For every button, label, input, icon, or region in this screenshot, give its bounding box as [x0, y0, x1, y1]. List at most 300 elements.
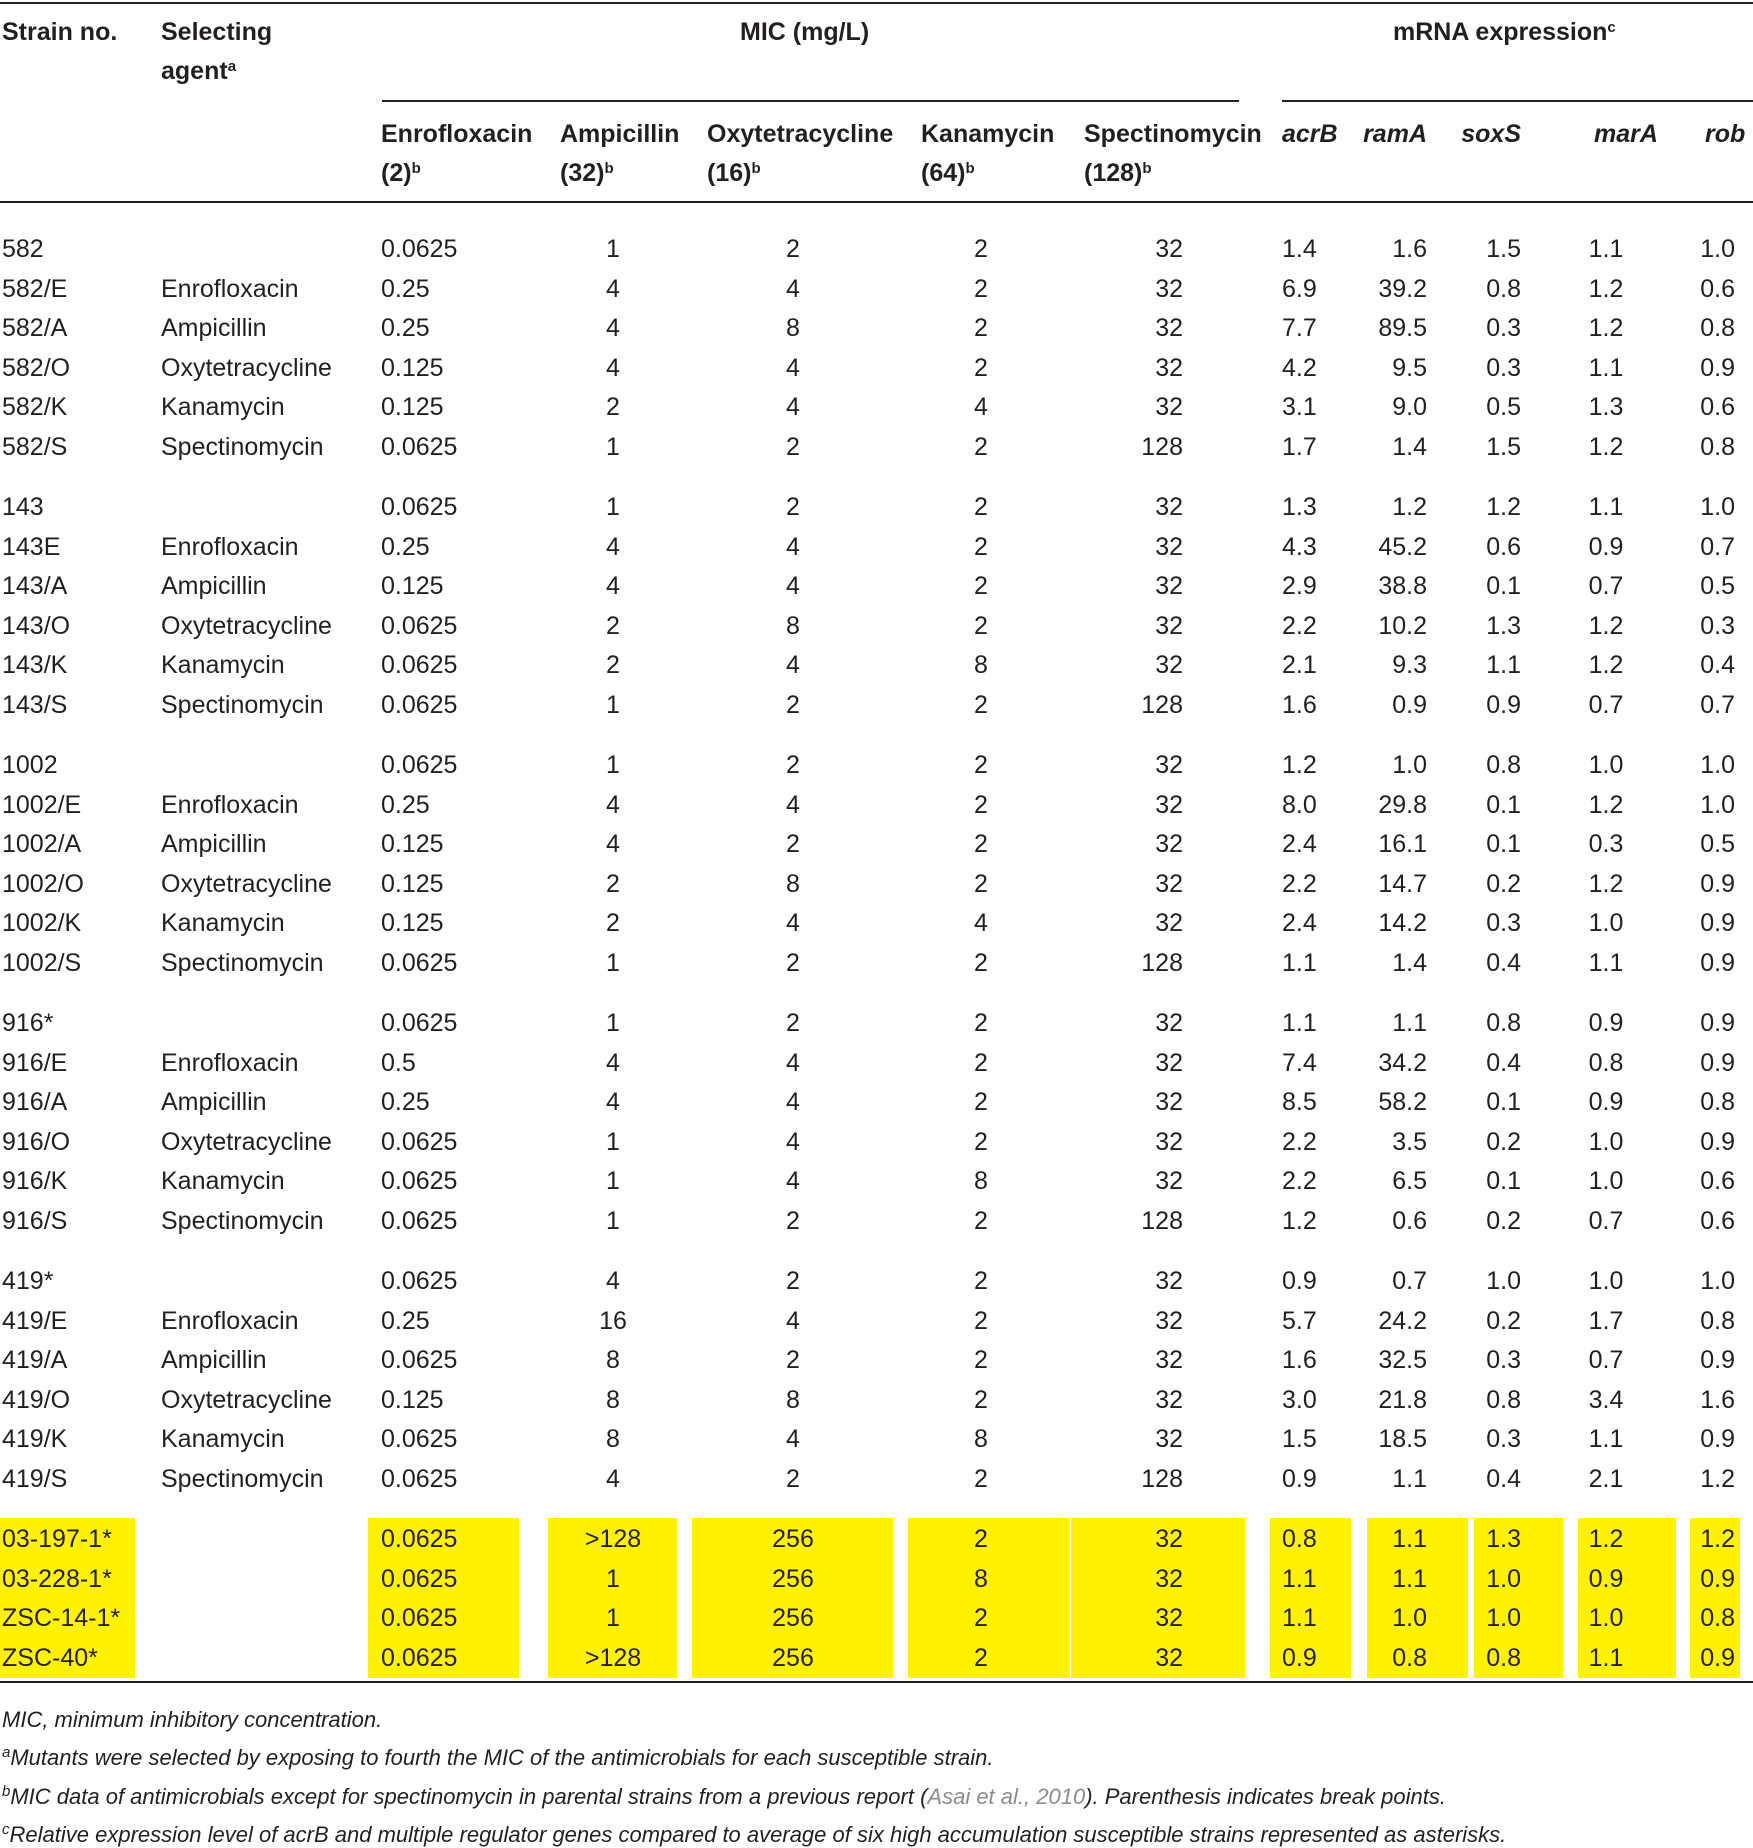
- table-cell: 8: [606, 1385, 620, 1414]
- table-cell: 1.2: [1588, 314, 1624, 343]
- table-cell: 2: [974, 1009, 988, 1037]
- table-cell: 0.0625: [381, 1167, 458, 1196]
- table-cell: 32: [1155, 1127, 1183, 1156]
- table-cell: 0.25: [381, 274, 430, 303]
- table-cell: 1.1: [1588, 493, 1624, 521]
- table-cell: 1002/E: [2, 790, 82, 819]
- table-cell: 0.1: [1486, 830, 1521, 859]
- table-cell: 1: [606, 1604, 620, 1633]
- table-cell: 916/A: [2, 1088, 68, 1117]
- header-mic-breakpoint: (32): [560, 159, 605, 187]
- table-cell: ZSC-14-1*: [2, 1604, 121, 1633]
- table-cell: 2: [974, 235, 988, 263]
- table-cell: 32: [1155, 1564, 1183, 1593]
- table-cell: 1.1: [1392, 1465, 1427, 1493]
- table-cell: 4: [786, 1048, 800, 1077]
- table-cell: 1: [606, 433, 620, 461]
- table-cell: 0.8: [1486, 274, 1521, 303]
- table-cell: 0.4: [1486, 1048, 1521, 1077]
- table-cell: 4: [786, 1088, 800, 1117]
- table-cell: 7.4: [1282, 1048, 1317, 1077]
- table-cell: 0.0625: [381, 1346, 458, 1375]
- table-cell: 4.2: [1282, 353, 1317, 382]
- table-cell: 0.0625: [381, 1604, 458, 1633]
- table-cell: Ampicillin: [161, 572, 267, 601]
- table-cell: 0.2: [1486, 1207, 1521, 1235]
- footnote-b-citation-link[interactable]: Asai et al., 2010: [927, 1784, 1086, 1809]
- table-cell: 0.0625: [381, 1425, 458, 1454]
- table-cell: 2: [786, 949, 800, 977]
- table-cell: Oxytetracycline: [161, 353, 332, 382]
- table-cell: 2: [974, 314, 988, 343]
- table-cell: 1: [606, 1009, 620, 1037]
- table-cell: Oxytetracycline: [161, 1385, 332, 1414]
- footnote-mark-b: b: [751, 159, 761, 177]
- table-cell: ZSC-40*: [2, 1643, 98, 1672]
- table-cell: 2: [606, 611, 620, 640]
- table-cell: 1.2: [1392, 493, 1427, 521]
- table-cell: 0.9: [1700, 1127, 1735, 1156]
- table-cell: 1.2: [1588, 274, 1624, 303]
- footnote-abbrev: MIC, minimum inhibitory concentration.: [2, 1707, 383, 1732]
- table-cell: 32: [1155, 1048, 1183, 1077]
- table-cell: 256: [772, 1564, 814, 1593]
- table-cell: 0.125: [381, 830, 444, 859]
- table-cell: 128: [1141, 949, 1183, 977]
- table-cell: 32: [1155, 314, 1183, 343]
- table-cell: Oxytetracycline: [161, 869, 332, 898]
- table-cell: 1.0: [1588, 751, 1624, 779]
- table-cell: 0.3: [1486, 1425, 1521, 1454]
- table-cell: 0.125: [381, 869, 444, 898]
- header-mrna-rob: [1705, 115, 1745, 154]
- table-cell: 4: [606, 1048, 620, 1077]
- table-cell: 0.4: [1700, 651, 1735, 680]
- table-cell: 1: [606, 1207, 620, 1235]
- table-cell: 32: [1155, 1009, 1183, 1037]
- table-cell: 128: [1141, 433, 1183, 461]
- table-cell: 2: [974, 1306, 988, 1335]
- table-cell: 1.0: [1588, 909, 1624, 938]
- table-cell: 8: [786, 611, 800, 640]
- table-cell: 0.8: [1700, 433, 1735, 461]
- table-cell: 2.1: [1588, 1465, 1624, 1493]
- table-cell: 32: [1155, 909, 1183, 938]
- table-cell: 0.9: [1700, 1564, 1735, 1593]
- table-cell: 0.6: [1700, 393, 1735, 422]
- table-cell: 14.2: [1378, 909, 1427, 938]
- footnote-c-text: Relative expression level of acrB and multiple regulator genes compared to average of six high accumulation susceptible strains represented as asterisks.: [9, 1822, 1507, 1847]
- table-cell: 0.9: [1700, 1009, 1735, 1037]
- table-cell: 0.3: [1486, 1346, 1521, 1375]
- footnote-mark-b: b: [1142, 159, 1152, 177]
- table-cell: 29.8: [1378, 790, 1427, 819]
- header-mic-oxytetracycline: [707, 115, 893, 193]
- table-cell: 1: [606, 949, 620, 977]
- table-cell: 0.1: [1486, 572, 1521, 601]
- table-cell: 4: [606, 1267, 620, 1295]
- table-cell: 0.0625: [381, 1267, 458, 1295]
- table-cell: 1002: [2, 751, 58, 779]
- table-cell: 0.2: [1486, 1306, 1521, 1335]
- table-cell: 14.7: [1378, 869, 1427, 898]
- mrna-group-rule: [1282, 100, 1753, 102]
- table-cell: 1.1: [1282, 1564, 1317, 1593]
- table-cell: 2: [786, 830, 800, 859]
- header-mrna-rama: [1363, 115, 1427, 154]
- table-cell: 0.0625: [381, 1009, 458, 1037]
- table-cell: 9.5: [1392, 353, 1427, 382]
- table-cell: 0.8: [1700, 1306, 1735, 1335]
- header-mic-breakpoint: (128): [1084, 159, 1143, 187]
- table-cell: 2: [974, 433, 988, 461]
- table-cell: 0.1: [1486, 1167, 1521, 1196]
- table-cell: 128: [1141, 1465, 1183, 1493]
- table-cell: 256: [772, 1643, 814, 1672]
- table-cell: 0.0625: [381, 611, 458, 640]
- table-cell: 1.1: [1392, 1009, 1427, 1037]
- table-cell: 1.6: [1392, 235, 1427, 263]
- table-cell: Ampicillin: [161, 830, 267, 859]
- table-cell: 1.3: [1588, 393, 1624, 422]
- table-cell: 0.25: [381, 1306, 430, 1335]
- table-cell: 4: [786, 393, 800, 422]
- header-strain-no: Strain no.: [2, 18, 118, 46]
- table-cell: 0.6: [1392, 1207, 1427, 1235]
- table-cell: 39.2: [1378, 274, 1427, 303]
- table-cell: 0.25: [381, 790, 430, 819]
- header-selecting-agent-line2: agent: [161, 57, 228, 85]
- header-selecting-agent-line1: Selecting: [161, 18, 273, 46]
- table-cell: 2: [974, 611, 988, 640]
- header-mic-breakpoint: (16): [707, 159, 752, 187]
- mic-group-rule: [382, 100, 1239, 102]
- table-cell: 582/O: [2, 353, 71, 382]
- table-cell: 2: [974, 1525, 988, 1553]
- table-cell: 1: [606, 751, 620, 779]
- table-cell: 0.7: [1588, 1346, 1624, 1375]
- table-cell: 1.2: [1588, 651, 1624, 680]
- table-cell: 0.9: [1700, 869, 1735, 898]
- table-cell: 0.25: [381, 314, 430, 343]
- table-cell: 0.7: [1700, 691, 1735, 719]
- table-cell: 6.5: [1392, 1167, 1427, 1196]
- table-cell: 0.8: [1486, 1643, 1521, 1672]
- table-cell: 1.0: [1700, 790, 1735, 819]
- table-cell: 8: [606, 1346, 620, 1375]
- table-cell: Ampicillin: [161, 1088, 267, 1117]
- table-cell: 1.6: [1282, 1346, 1317, 1375]
- table-cell: 2.1: [1282, 651, 1317, 680]
- table-cell: 1.2: [1588, 790, 1624, 819]
- header-mic-name: Oxytetracycline: [707, 120, 894, 148]
- table-cell: 1.1: [1588, 235, 1624, 263]
- table-cell: 0.0625: [381, 433, 458, 461]
- table-cell: 2: [974, 353, 988, 382]
- table-cell: 0.9: [1700, 353, 1735, 382]
- table-cell: 0.9: [1588, 1564, 1624, 1593]
- header-gene-name: marA: [1594, 120, 1658, 148]
- table-cell: 0.125: [381, 393, 444, 422]
- table-cell: 4: [606, 1465, 620, 1493]
- footnote-b-mark: b: [2, 1782, 11, 1800]
- table-cell: 0.1: [1486, 790, 1521, 819]
- table-cell: 1.2: [1282, 751, 1317, 779]
- table-cell: Spectinomycin: [161, 691, 324, 719]
- table-cell: 1.4: [1282, 235, 1317, 263]
- table-cell: 1.0: [1700, 1267, 1735, 1295]
- table-cell: 0.7: [1588, 691, 1624, 719]
- table-cell: 0.0625: [381, 493, 458, 521]
- table-cell: 03-228-1*: [2, 1564, 112, 1593]
- table-cell: 1.1: [1588, 1643, 1624, 1672]
- table-cell: 2: [974, 1088, 988, 1117]
- table-cell: 1.0: [1700, 493, 1735, 521]
- table-cell: 32: [1155, 1604, 1183, 1633]
- table-cell: 1.6: [1282, 691, 1317, 719]
- table-cell: 0.0625: [381, 1207, 458, 1235]
- table-cell: 419/K: [2, 1425, 68, 1454]
- table-cell: 1: [606, 235, 620, 263]
- table-cell: 4: [606, 1088, 620, 1117]
- table-cell: 0.4: [1486, 1465, 1521, 1493]
- table-cell: 0.2: [1486, 1127, 1521, 1156]
- table-cell: 32: [1155, 1088, 1183, 1117]
- table-cell: 0.8: [1588, 1048, 1624, 1077]
- table-cell: 0.0625: [381, 691, 458, 719]
- table-cell: 8: [974, 1425, 988, 1454]
- footnote-a: [2, 1745, 994, 1771]
- table-cell: 0.5: [1700, 830, 1735, 859]
- table-cell: 8: [974, 1564, 988, 1593]
- header-mic-enrofloxacin: [381, 115, 532, 193]
- table-cell: Spectinomycin: [161, 433, 324, 461]
- table-cell: 2: [974, 1604, 988, 1633]
- table-cell: 1002/S: [2, 949, 82, 977]
- table-cell: 916/S: [2, 1207, 68, 1235]
- table-cell: 3.5: [1392, 1127, 1427, 1156]
- header-mic-breakpoint: (2): [381, 159, 412, 187]
- table-cell: 582/S: [2, 433, 68, 461]
- table-cell: 916/O: [2, 1127, 71, 1156]
- table-cell: 0.0625: [381, 949, 458, 977]
- table-cell: Kanamycin: [161, 1425, 285, 1454]
- table-cell: 582/A: [2, 314, 68, 343]
- table-cell: 1.0: [1486, 1267, 1521, 1295]
- table-cell: 2: [974, 1385, 988, 1414]
- table-cell: 38.8: [1378, 572, 1427, 601]
- table-cell: 58.2: [1378, 1088, 1427, 1117]
- table-cell: 0.5: [381, 1048, 416, 1077]
- table-cell: 916*: [2, 1009, 54, 1037]
- table-cell: 10.2: [1378, 611, 1427, 640]
- table-cell: 4: [786, 790, 800, 819]
- footnote-mark-a: a: [227, 57, 237, 75]
- table-cell: 0.7: [1392, 1267, 1427, 1295]
- table-cell: 0.3: [1700, 611, 1735, 640]
- table-cell: 32.5: [1378, 1346, 1427, 1375]
- footnote-a-mark: a: [2, 1743, 11, 1761]
- table-cell: Kanamycin: [161, 909, 285, 938]
- table-cell: 0.9: [1392, 691, 1427, 719]
- table-cell: 2: [786, 235, 800, 263]
- table-cell: 0.125: [381, 353, 444, 382]
- table-cell: 2.2: [1282, 1127, 1317, 1156]
- table-cell: Oxytetracycline: [161, 1127, 332, 1156]
- table-cell: 1002/O: [2, 869, 85, 898]
- table-cell: 419/A: [2, 1346, 68, 1375]
- header-mic-group: MIC (mg/L): [740, 18, 870, 46]
- table-cell: 1.0: [1392, 1604, 1427, 1633]
- table-cell: 0.4: [1486, 949, 1521, 977]
- table-cell: 32: [1155, 651, 1183, 680]
- table-cell: 8: [786, 1385, 800, 1414]
- table-cell: 9.0: [1392, 393, 1427, 422]
- table-cell: 89.5: [1378, 314, 1427, 343]
- table-cell: 2: [974, 751, 988, 779]
- header-mic-breakpoint: (64): [921, 159, 966, 187]
- highlight-block: [908, 1518, 1070, 1678]
- table-cell: 2: [974, 1127, 988, 1156]
- table-cell: 0.9: [1588, 532, 1624, 561]
- table-cell: 34.2: [1378, 1048, 1427, 1077]
- table-cell: 4: [974, 909, 988, 938]
- table-cell: 1.3: [1486, 611, 1521, 640]
- table-cell: 128: [1141, 691, 1183, 719]
- table-cell: 1: [606, 1564, 620, 1593]
- table-cell: 45.2: [1378, 532, 1427, 561]
- table-cell: Kanamycin: [161, 651, 285, 680]
- table-cell: 582/E: [2, 274, 68, 303]
- table-cell: 0.9: [1282, 1267, 1317, 1295]
- header-mrna-label: mRNA expression: [1393, 18, 1608, 46]
- table-cell: 1.2: [1588, 1525, 1624, 1553]
- table-cell: Enrofloxacin: [161, 274, 299, 303]
- table-cell: 1: [606, 493, 620, 521]
- table-cell: 0.0625: [381, 751, 458, 779]
- table-cell: 1: [606, 691, 620, 719]
- table-cell: 0.7: [1588, 1207, 1624, 1235]
- table-cell: 6.9: [1282, 274, 1317, 303]
- table-cell: 1.1: [1282, 1604, 1317, 1633]
- footnote-mark-b: b: [604, 159, 614, 177]
- table-cell: 4: [786, 1127, 800, 1156]
- header-gene-name: soxS: [1461, 120, 1521, 148]
- table-cell: 4: [786, 353, 800, 382]
- table-cell: 32: [1155, 274, 1183, 303]
- table-cell: 0.0625: [381, 1127, 458, 1156]
- table-cell: 0.8: [1700, 1088, 1735, 1117]
- table-cell: 143/A: [2, 572, 68, 601]
- table-cell: 1.7: [1588, 1306, 1624, 1335]
- table-cell: 1.0: [1588, 1604, 1624, 1633]
- table-cell: 8: [606, 1425, 620, 1454]
- table-bottom-rule: [0, 1681, 1753, 1683]
- header-mrna-acrb: [1282, 115, 1338, 154]
- table-cell: 1.5: [1282, 1425, 1317, 1454]
- table-cell: 32: [1155, 1425, 1183, 1454]
- table-cell: 1.1: [1392, 1525, 1427, 1553]
- table-cell: >128: [584, 1643, 642, 1672]
- table-cell: Kanamycin: [161, 1167, 285, 1196]
- table-cell: 1.3: [1282, 493, 1317, 521]
- table-cell: 32: [1155, 235, 1183, 263]
- table-cell: 2: [974, 790, 988, 819]
- table-cell: 1.7: [1282, 433, 1317, 461]
- table-cell: 1.2: [1588, 611, 1624, 640]
- table-cell: 2: [786, 751, 800, 779]
- table-cell: 2: [786, 433, 800, 461]
- table-cell: 8: [786, 314, 800, 343]
- table-cell: 8: [974, 1167, 988, 1196]
- table-cell: Enrofloxacin: [161, 1306, 299, 1335]
- table-cell: Ampicillin: [161, 314, 267, 343]
- table-cell: 0.9: [1700, 949, 1735, 977]
- table-cell: 1.0: [1588, 1167, 1624, 1196]
- footnote-mark-b: b: [965, 159, 975, 177]
- table-cell: 1: [606, 1127, 620, 1156]
- table-cell: 916/E: [2, 1048, 68, 1077]
- table-cell: 143/S: [2, 691, 68, 719]
- header-mic-name: Enrofloxacin: [381, 120, 533, 148]
- table-cell: 32: [1155, 1346, 1183, 1375]
- table-cell: 1.2: [1282, 1207, 1317, 1235]
- table-cell: 0.6: [1700, 1207, 1735, 1235]
- table-cell: 0.9: [1588, 1009, 1624, 1037]
- footnote-b-text-before: MIC data of antimicrobials except for spectinomycin in parental strains from a previous report (: [10, 1784, 928, 1809]
- table-cell: 32: [1155, 1643, 1183, 1672]
- table-cell: 2: [786, 1267, 800, 1295]
- table-cell: 4: [606, 572, 620, 601]
- header-mic-name: Ampicillin: [560, 120, 680, 148]
- table-cell: 0.8: [1486, 1385, 1521, 1414]
- footnote-c-mark: c: [2, 1820, 10, 1838]
- table-cell: 32: [1155, 572, 1183, 601]
- table-cell: 2: [786, 691, 800, 719]
- table-cell: 1.4: [1392, 949, 1427, 977]
- table-cell: 1.5: [1486, 433, 1521, 461]
- table-cell: Spectinomycin: [161, 949, 324, 977]
- table-cell: 4: [786, 532, 800, 561]
- table-cell: Enrofloxacin: [161, 1048, 299, 1077]
- footnote-b: [2, 1784, 1446, 1810]
- table-cell: 0.8: [1700, 1604, 1735, 1633]
- table-cell: 2: [786, 1009, 800, 1037]
- table-cell: 1.0: [1392, 751, 1427, 779]
- table-cell: 2.2: [1282, 1167, 1317, 1196]
- table-cell: 0.9: [1700, 909, 1735, 938]
- table-cell: 2: [974, 1643, 988, 1672]
- table-cell: 0.7: [1588, 572, 1624, 601]
- table-cell: 1.1: [1486, 651, 1521, 680]
- table-cell: 2: [606, 651, 620, 680]
- table-cell: 2: [606, 869, 620, 898]
- table-cell: 1.1: [1282, 1009, 1317, 1037]
- table-cell: 2: [786, 1207, 800, 1235]
- header-selecting-agent: [161, 13, 272, 91]
- table-cell: 0.0625: [381, 1643, 458, 1672]
- table-cell: 4: [786, 274, 800, 303]
- table-cell: 1002/K: [2, 909, 82, 938]
- table-cell: 0.0625: [381, 1564, 458, 1593]
- table-cell: 4.3: [1282, 532, 1317, 561]
- table-cell: 3.4: [1588, 1385, 1624, 1414]
- table-cell: 5.7: [1282, 1306, 1317, 1335]
- table-cell: 0.8: [1392, 1643, 1427, 1672]
- table-cell: Ampicillin: [161, 1346, 267, 1375]
- table-cell: 2.9: [1282, 572, 1317, 601]
- table-cell: 0.7: [1700, 532, 1735, 561]
